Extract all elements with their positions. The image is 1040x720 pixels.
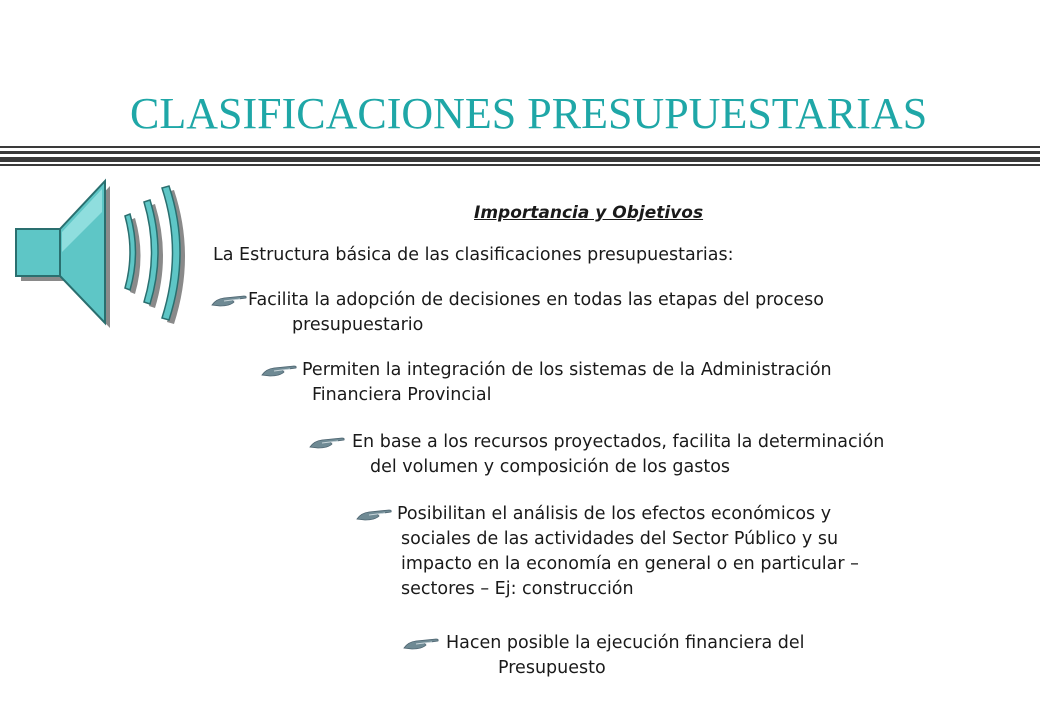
bullet-item bbox=[308, 430, 884, 480]
title-divider bbox=[0, 146, 1040, 168]
bullet-text-line: sectores – Ej: construcción bbox=[401, 579, 634, 599]
pointing-hand-icon bbox=[355, 507, 393, 523]
bullet-text-line: Hacen posible la ejecución financiera del bbox=[446, 633, 805, 653]
bullet-item bbox=[210, 288, 824, 338]
pointing-hand-icon bbox=[260, 363, 298, 379]
slide-title: CLASIFICACIONES PRESUPUESTARIAS bbox=[130, 89, 928, 138]
bullet-item bbox=[260, 358, 832, 408]
pointing-hand-icon bbox=[308, 435, 346, 451]
bullet-text-line: del volumen y composición de los gastos bbox=[370, 457, 731, 477]
bullet-text-line: Permiten la integración de los sistemas de la Administración bbox=[302, 360, 832, 380]
bullet-text-line: Facilita la adopción de decisiones en todas las etapas del proceso bbox=[248, 290, 824, 310]
speaker-sound-icon[interactable] bbox=[12, 172, 202, 337]
bullet-item bbox=[402, 631, 805, 681]
pointing-hand-icon bbox=[402, 636, 440, 652]
section-subtitle: Importancia y Objetivos bbox=[474, 203, 704, 223]
bullet-text-line: Financiera Provincial bbox=[312, 385, 492, 405]
bullet-text-line: sociales de las actividades del Sector Público y su bbox=[401, 529, 839, 549]
pointing-hand-icon bbox=[210, 293, 248, 309]
bullet-text-line: Posibilitan el análisis de los efectos económicos y bbox=[397, 504, 832, 524]
bullet-text-line: Presupuesto bbox=[498, 658, 606, 678]
intro-text: La Estructura básica de las clasificaciones presupuestarias: bbox=[213, 245, 734, 265]
bullet-text-line: impacto en la economía en general o en particular – bbox=[401, 554, 859, 574]
bullet-text-line: En base a los recursos proyectados, facilita la determinación bbox=[352, 432, 885, 452]
bullet-item bbox=[355, 502, 859, 602]
bullet-text-line: presupuestario bbox=[292, 315, 424, 335]
